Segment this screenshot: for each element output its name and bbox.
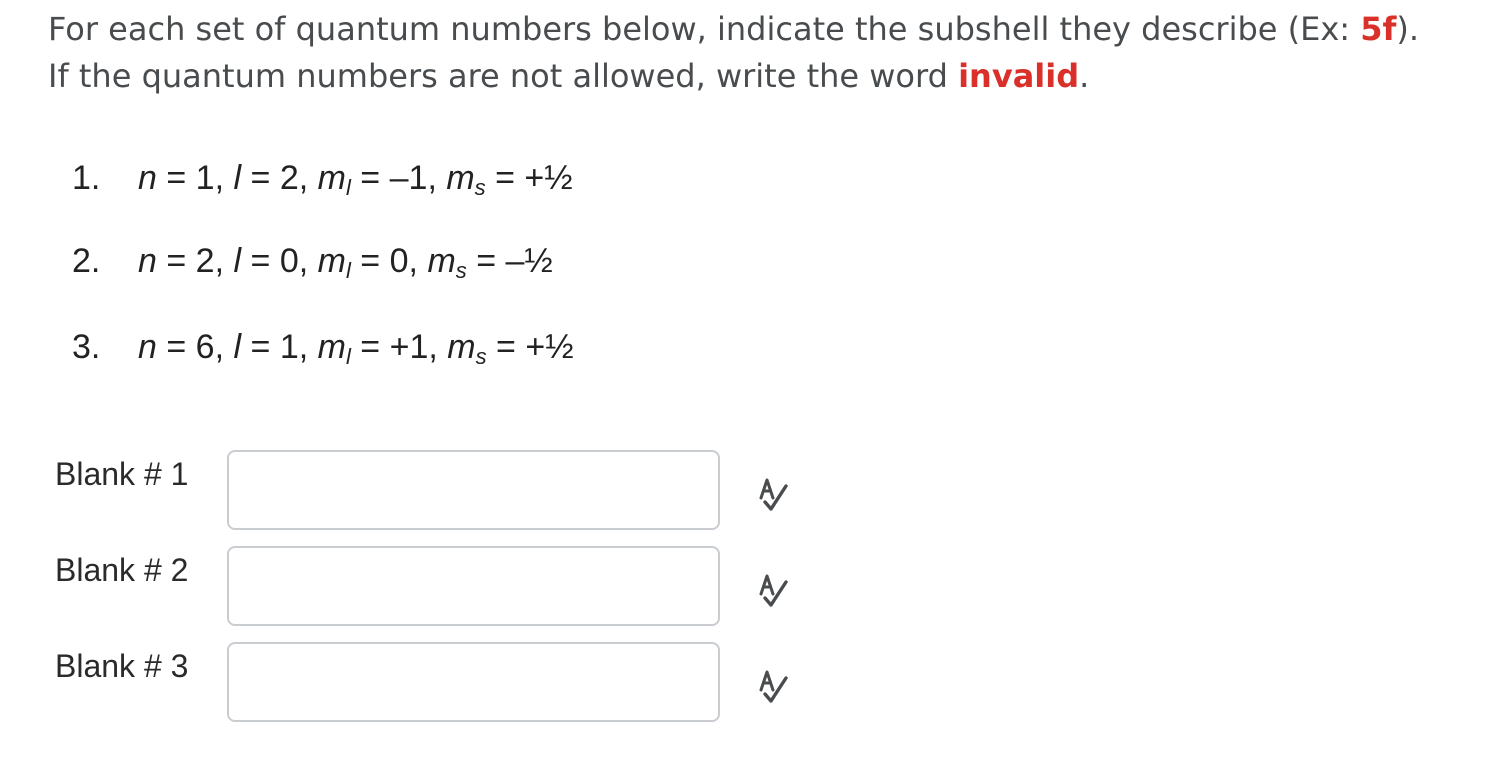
blank-label: Blank # 2 bbox=[55, 552, 189, 588]
question-item bbox=[72, 153, 573, 203]
instructions-text: If the quantum numbers are not allowed, write the word bbox=[48, 57, 959, 95]
instructions-text: For each set of quantum numbers below, indicate the subshell they describe (Ex: bbox=[48, 10, 1361, 48]
blank-row-2 bbox=[0, 546, 820, 630]
n-value: 6 bbox=[195, 328, 215, 366]
instructions-text: ). bbox=[1396, 10, 1420, 48]
spellcheck-icon bbox=[755, 668, 791, 704]
blank-2-input[interactable] bbox=[227, 546, 720, 626]
spellcheck-button[interactable] bbox=[755, 476, 791, 512]
ms-value: +½ bbox=[525, 328, 574, 366]
spellcheck-button[interactable] bbox=[755, 572, 791, 608]
blank-3-input[interactable] bbox=[227, 642, 720, 722]
l-value: 1 bbox=[279, 328, 299, 366]
quantum-numbers: n = 2, l = 0, $m_l = 0$, $m_s$ = –½ bbox=[138, 242, 553, 283]
n-value: 1 bbox=[195, 159, 215, 197]
question-item bbox=[72, 322, 574, 372]
spellcheck-icon bbox=[755, 476, 791, 512]
instructions bbox=[48, 6, 1488, 100]
l-value: 0 bbox=[279, 242, 299, 280]
invalid-highlight: invalid bbox=[958, 57, 1080, 95]
instructions-text: . bbox=[1079, 57, 1090, 95]
quantum-numbers: n = 1, l = 2, $m_l = -1$, $m_s$ = +½ bbox=[138, 159, 573, 200]
n-value: 2 bbox=[195, 242, 215, 280]
blank-label: Blank # 1 bbox=[55, 456, 189, 492]
spellcheck-button[interactable] bbox=[755, 668, 791, 704]
ml-value: +1 bbox=[389, 328, 429, 366]
example-highlight: 5f bbox=[1360, 10, 1397, 48]
ml-value: –1 bbox=[389, 159, 428, 197]
ms-value: –½ bbox=[505, 242, 553, 280]
blank-row-3 bbox=[0, 642, 820, 726]
question-number: 1. bbox=[72, 159, 101, 197]
ms-value: +½ bbox=[524, 159, 573, 197]
l-value: 2 bbox=[279, 159, 299, 197]
blank-label: Blank # 3 bbox=[55, 648, 189, 684]
quantum-numbers: n = 6, l = 1, $m_l = +1$, $m_s$ = +½ bbox=[138, 328, 574, 369]
blank-1-input[interactable] bbox=[227, 450, 720, 530]
question-number: 2. bbox=[72, 242, 101, 280]
question-number: 3. bbox=[72, 328, 101, 366]
blank-row-1 bbox=[0, 450, 820, 534]
instructions-line-2 bbox=[48, 53, 1488, 100]
question-item bbox=[72, 236, 553, 286]
spellcheck-icon bbox=[755, 572, 791, 608]
ml-value: 0 bbox=[389, 242, 409, 280]
instructions-line-1 bbox=[48, 6, 1488, 53]
